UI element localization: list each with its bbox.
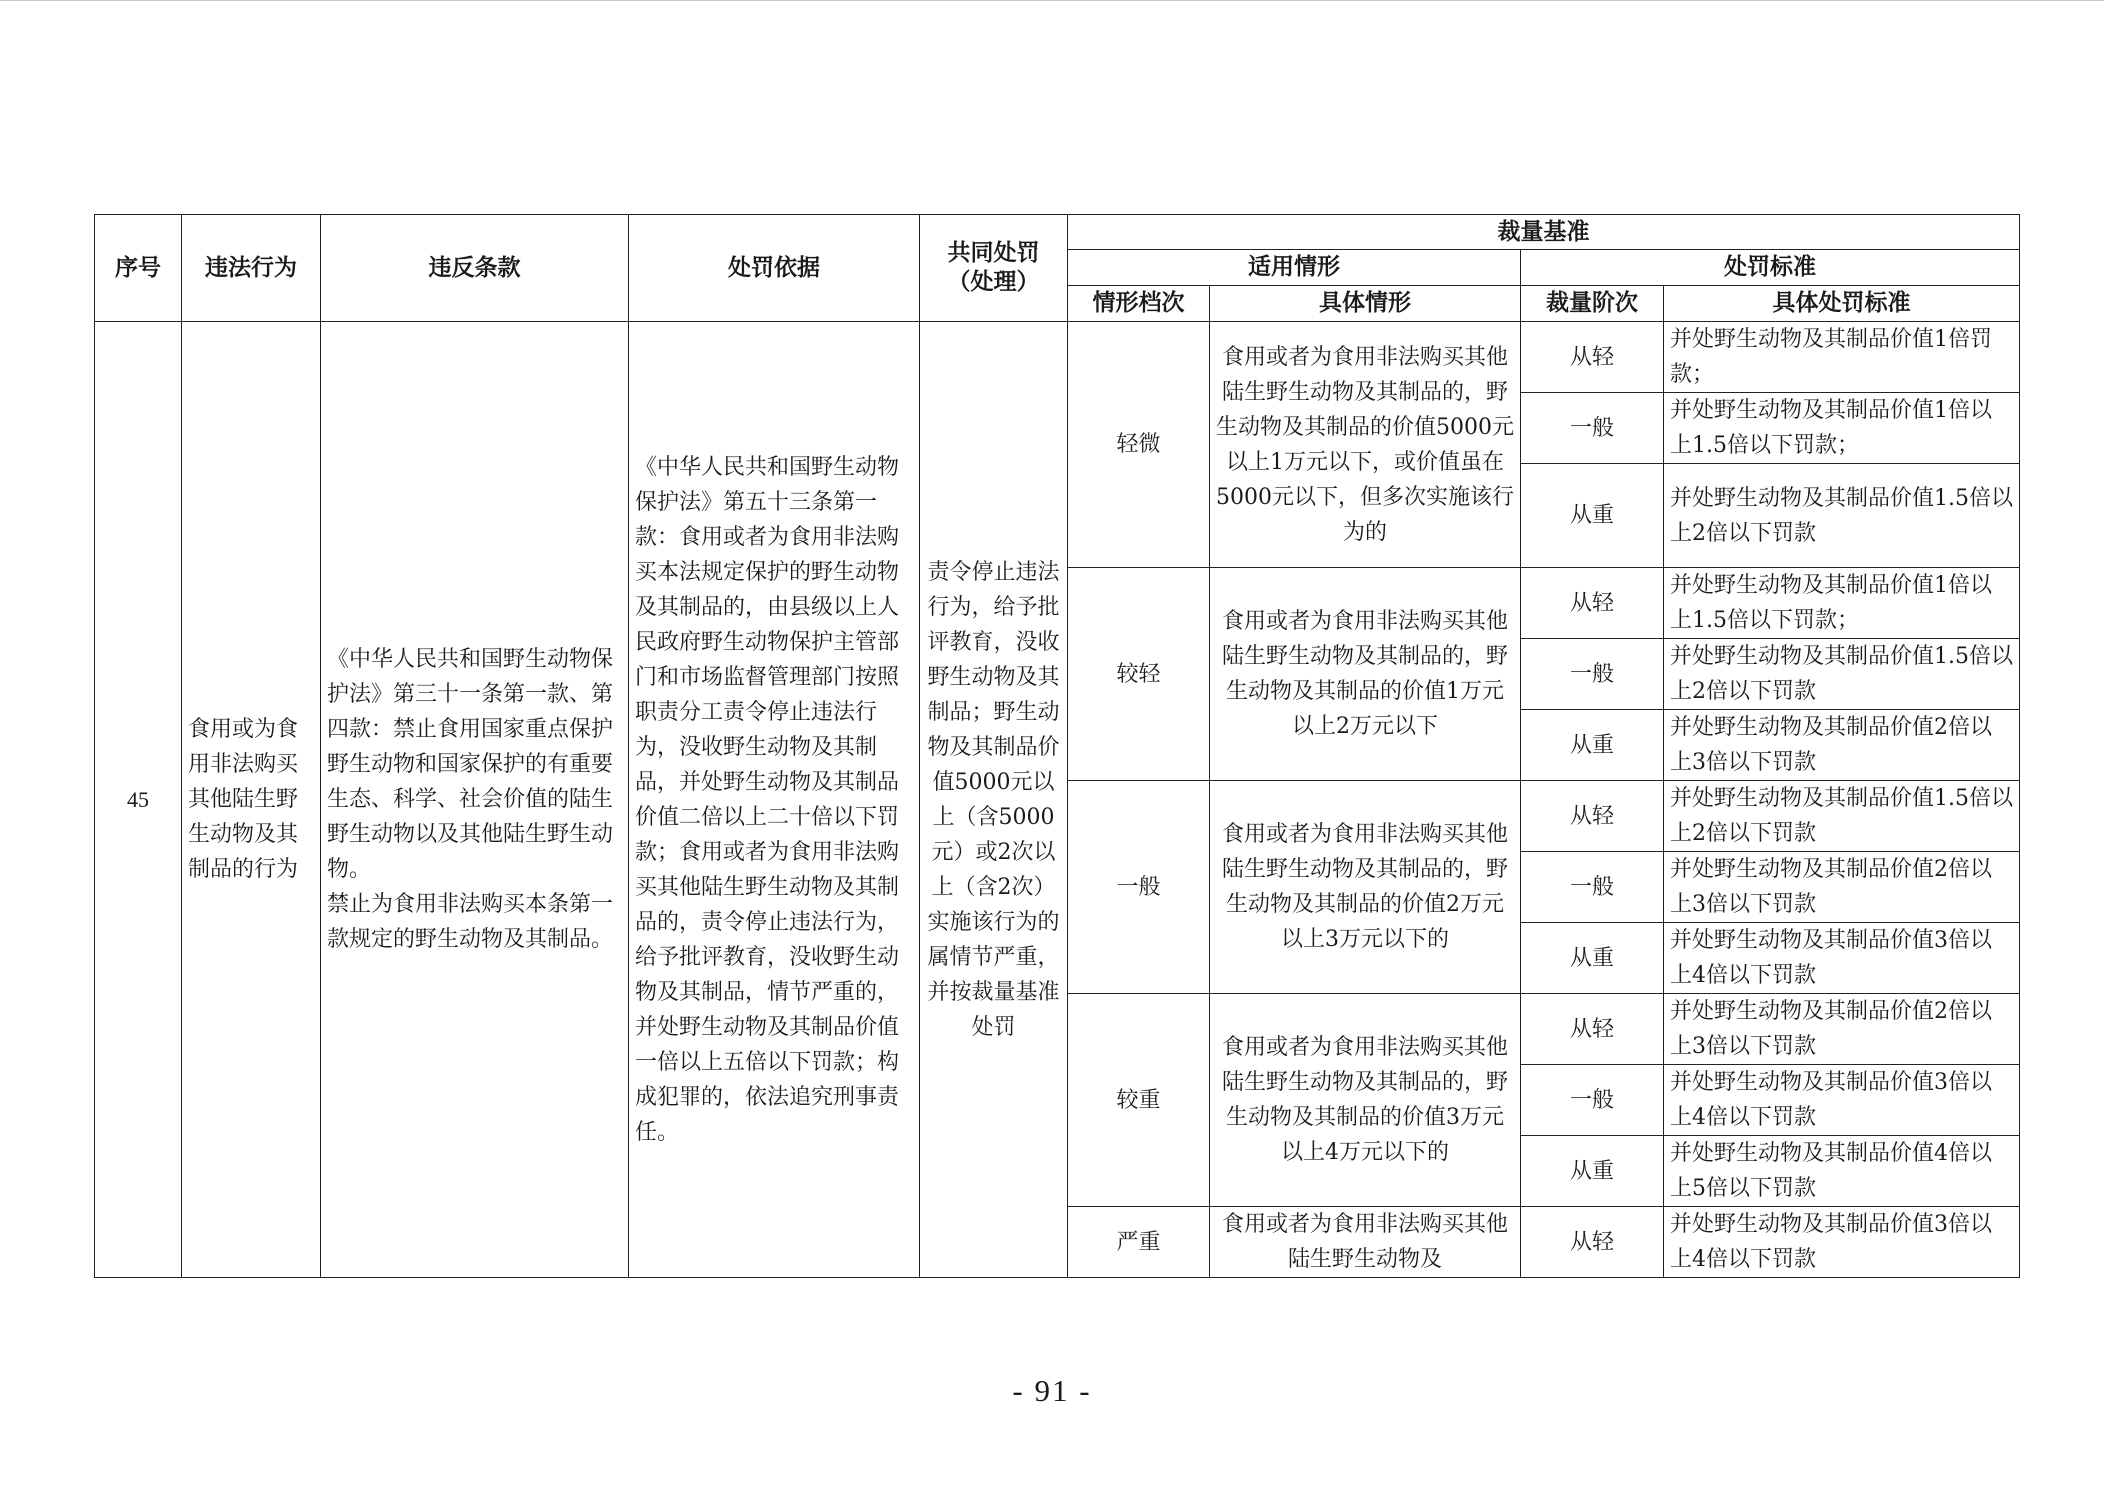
record-common-penalty: 责令停止违法行为，给予批评教育，没收野生动物及其制品；野生动物及其制品价值5000元以上（含5000元）或2次以上（含2次）实施该行为的属情节严重，并按裁量基准处罚 [920,322,1068,1278]
header-grade: 情形档次 [1068,286,1210,322]
grade-circumstance: 食用或者为食用非法购买其他陆生野生动物及 [1210,1207,1521,1278]
level-label: 从重 [1521,1136,1664,1207]
header-discretion: 裁量基准 [1068,215,2020,250]
header-behavior: 违法行为 [182,215,321,322]
level-label: 从重 [1521,464,1664,568]
header-circumstance: 具体情形 [1210,286,1521,322]
level-label: 从轻 [1521,994,1664,1065]
header-specific-standard: 具体处罚标准 [1664,286,2020,322]
level-standard: 并处野生动物及其制品价值1.5倍以上2倍以下罚款 [1664,464,2020,568]
level-standard: 并处野生动物及其制品价值1倍罚款； [1664,322,2020,393]
header-applicable: 适用情形 [1068,250,1521,286]
record-clause: 《中华人民共和国野生动物保护法》第三十一条第一款、第四款：禁止食用国家重点保护野生动物和国家保护的有重要生态、科学、社会价值的陆生野生动物以及其他陆生野生动物。 禁止为食用非法购买本条第一款规定的野生动物及其制品。 [321,322,629,1278]
level-standard: 并处野生动物及其制品价值1倍以上1.5倍以下罚款； [1664,568,2020,639]
grade-label: 一般 [1068,781,1210,994]
page-number: - 91 - [1012,1373,1092,1408]
grade-label: 较轻 [1068,568,1210,781]
level-label: 从轻 [1521,568,1664,639]
grade-circumstance: 食用或者为食用非法购买其他陆生野生动物及其制品的，野生动物及其制品的价值3万元以上4万元以下的 [1210,994,1521,1207]
record-seq: 45 [95,322,182,1278]
record-basis: 《中华人民共和国野生动物保护法》第五十三条第一款：食用或者为食用非法购买本法规定保护的野生动物及其制品的，由县级以上人民政府野生动物保护主管部门和市场监督管理部门按照职责分工责令停止违法行为，没收野生动物及其制品，并处野生动物及其制品价值二倍以上二十倍以下罚款；食用或者为食用非法购买其他陆生野生动物及其制品的，责令停止违法行为，给予批评教育，没收野生动物及其制品，情节严重的，并处野生动物及其制品价值一倍以上五倍以下罚款；构成犯罪的，依法追究刑事责任。 [629,322,920,1278]
level-standard: 并处野生动物及其制品价值2倍以上3倍以下罚款 [1664,852,2020,923]
record-behavior: 食用或为食用非法购买其他陆生野生动物及其制品的行为 [182,322,321,1278]
level-standard: 并处野生动物及其制品价值3倍以上4倍以下罚款 [1664,1207,2020,1278]
header-basis: 处罚依据 [629,215,920,322]
level-label: 一般 [1521,1065,1664,1136]
grade-circumstance: 食用或者为食用非法购买其他陆生野生动物及其制品的，野生动物及其制品的价值1万元以上2万元以下 [1210,568,1521,781]
header-standard: 处罚标准 [1521,250,2020,286]
grade-circumstance: 食用或者为食用非法购买其他陆生野生动物及其制品的，野生动物及其制品的价值5000元以上1万元以下，或价值虽在5000元以下，但多次实施该行为的 [1210,322,1521,568]
level-label: 从重 [1521,923,1664,994]
grade-label: 较重 [1068,994,1210,1207]
level-label: 从重 [1521,710,1664,781]
level-standard: 并处野生动物及其制品价值1.5倍以上2倍以下罚款 [1664,639,2020,710]
level-standard: 并处野生动物及其制品价值2倍以上3倍以下罚款 [1664,710,2020,781]
level-standard: 并处野生动物及其制品价值1倍以上1.5倍以下罚款； [1664,393,2020,464]
level-label: 从轻 [1521,1207,1664,1278]
header-seq: 序号 [95,215,182,322]
penalty-discretion-table [94,214,2020,1278]
grade-label: 严重 [1068,1207,1210,1278]
header-common-penalty: 共同处罚（处理） [920,215,1068,322]
level-standard: 并处野生动物及其制品价值2倍以上3倍以下罚款 [1664,994,2020,1065]
level-standard: 并处野生动物及其制品价值4倍以上5倍以下罚款 [1664,1136,2020,1207]
level-label: 从轻 [1521,322,1664,393]
level-standard: 并处野生动物及其制品价值3倍以上4倍以下罚款 [1664,923,2020,994]
level-label: 一般 [1521,639,1664,710]
level-standard: 并处野生动物及其制品价值1.5倍以上2倍以下罚款 [1664,781,2020,852]
level-label: 一般 [1521,852,1664,923]
level-standard: 并处野生动物及其制品价值3倍以上4倍以下罚款 [1664,1065,2020,1136]
header-level: 裁量阶次 [1521,286,1664,322]
level-label: 从轻 [1521,781,1664,852]
grade-label: 轻微 [1068,322,1210,568]
level-label: 一般 [1521,393,1664,464]
header-clause: 违反条款 [321,215,629,322]
grade-circumstance: 食用或者为食用非法购买其他陆生野生动物及其制品的，野生动物及其制品的价值2万元以上3万元以下的 [1210,781,1521,994]
top-border-line [0,0,2104,1]
